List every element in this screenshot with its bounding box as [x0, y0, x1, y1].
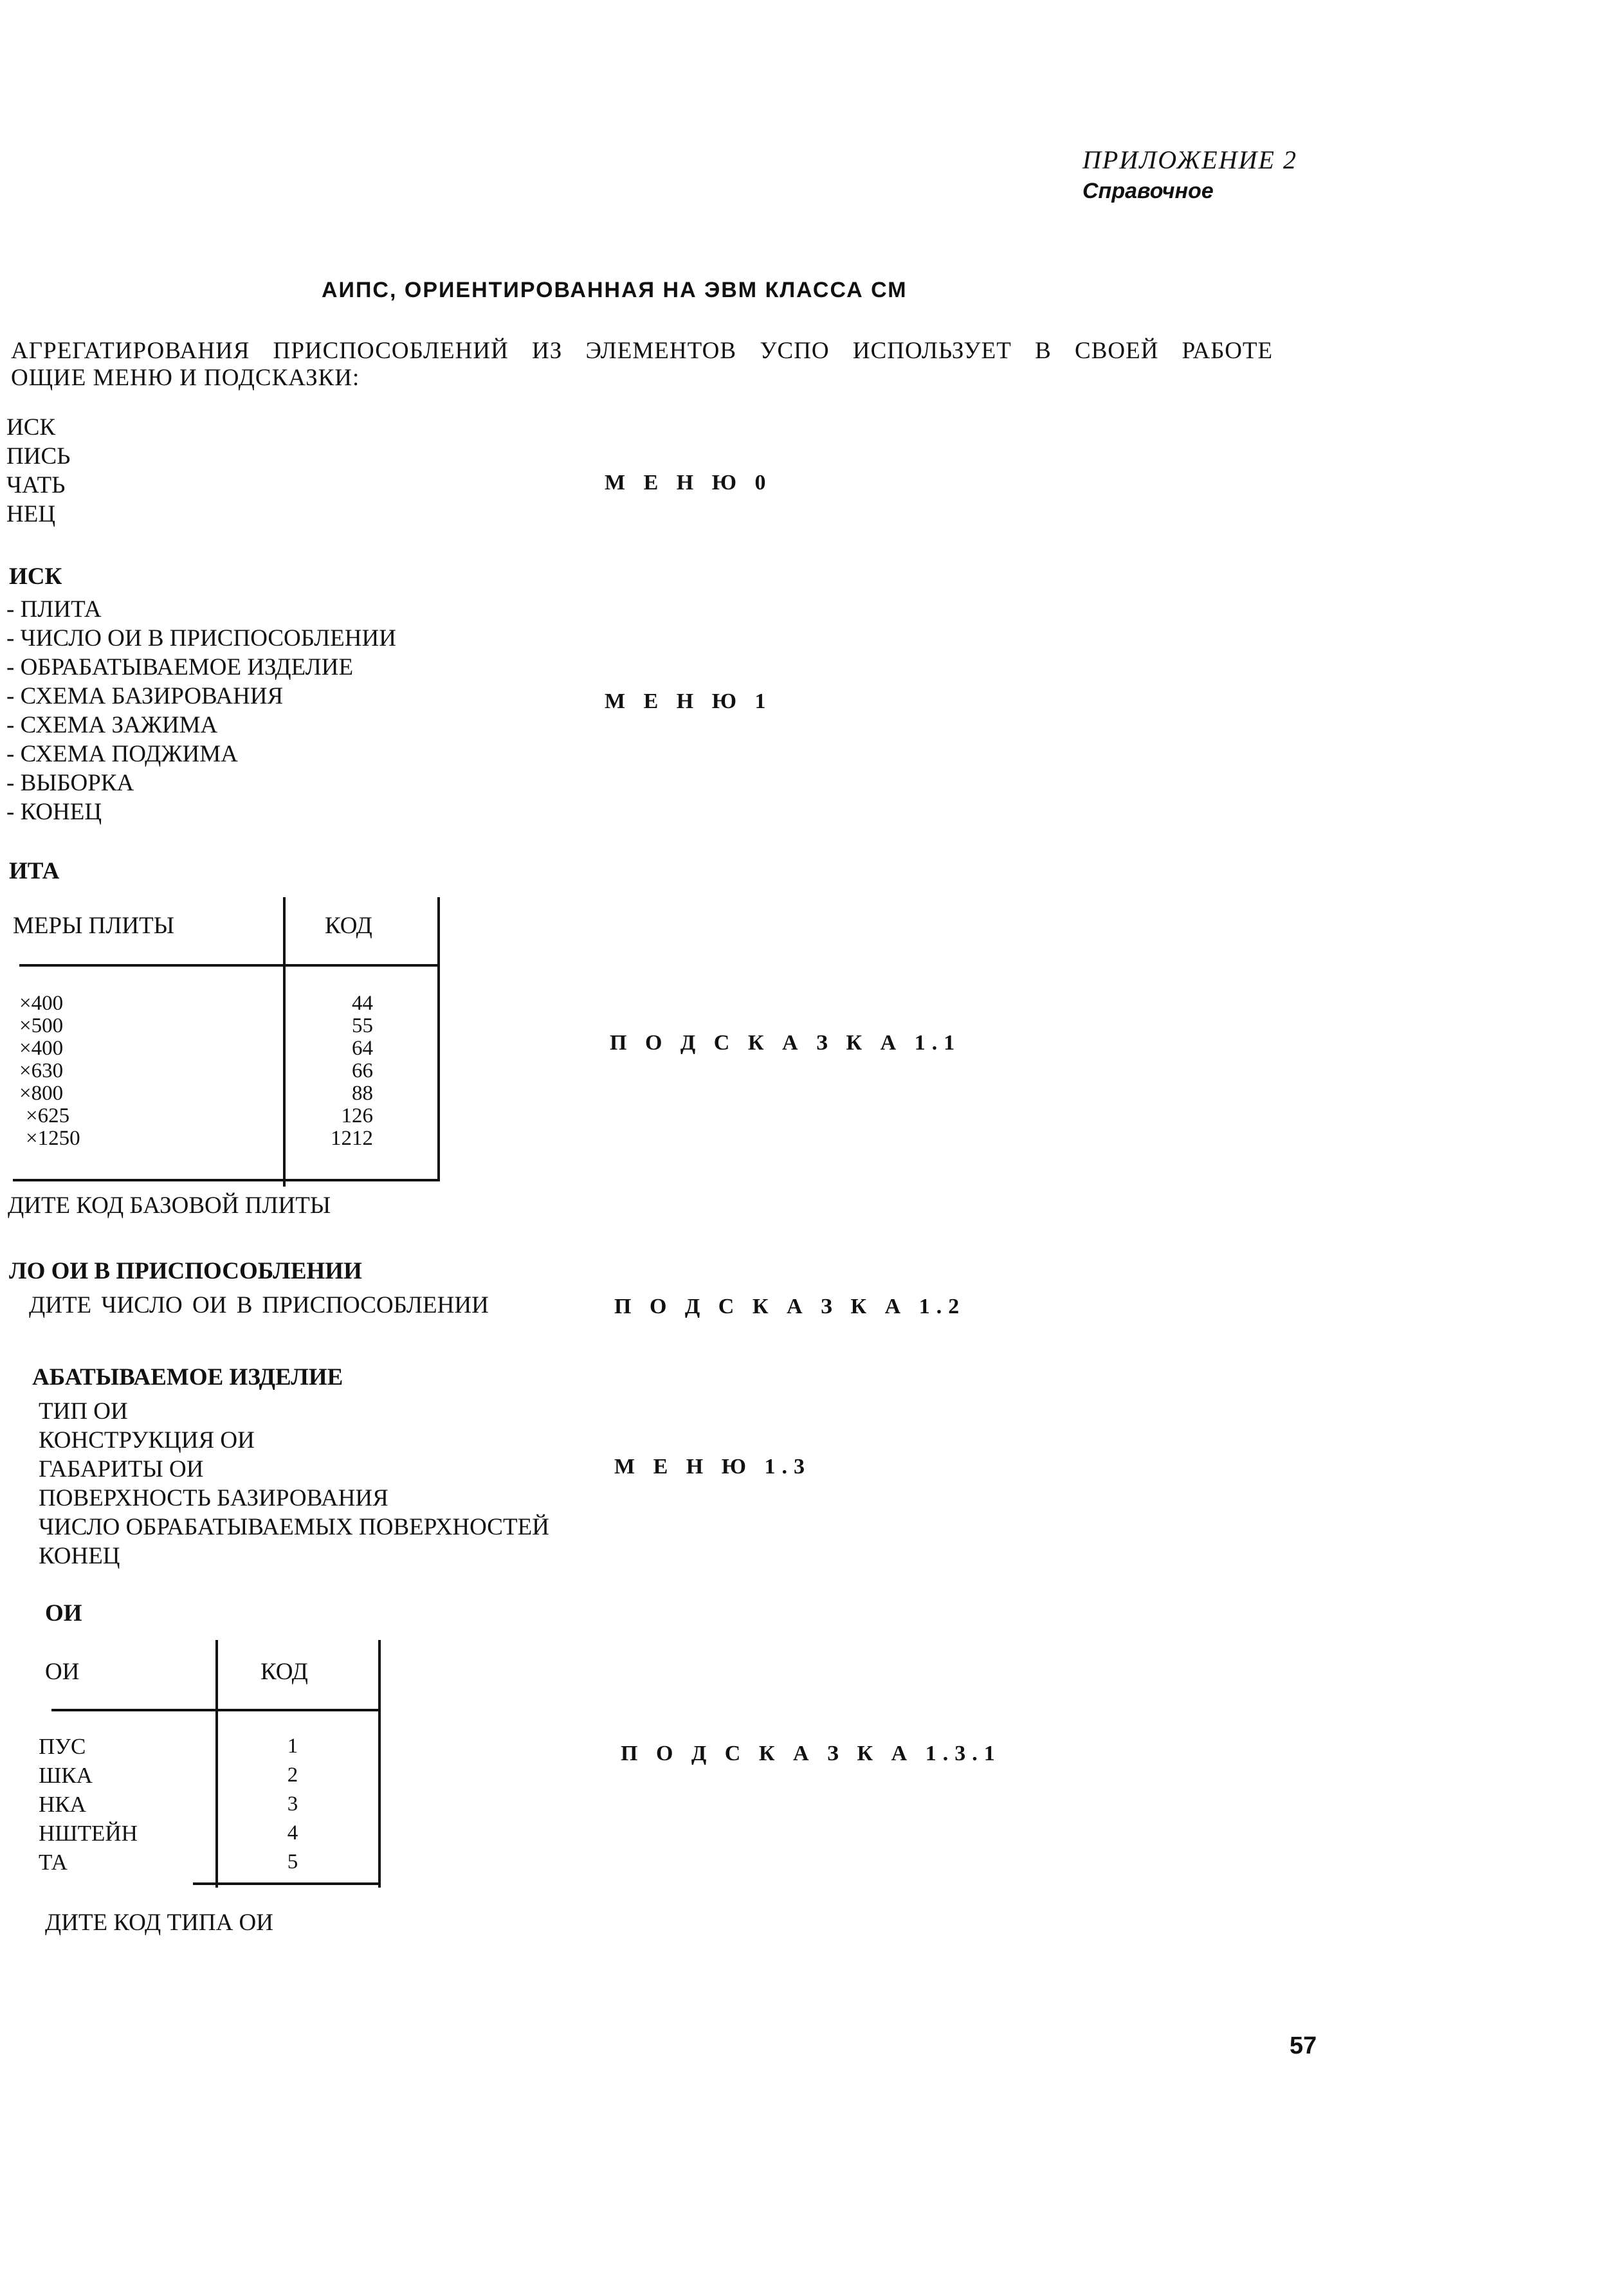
menu1-item: - ЧИСЛО ОИ В ПРИСПОСОБЛЕНИИ	[6, 625, 396, 651]
appendix-title: ПРИЛОЖЕНИЕ 2	[1082, 145, 1297, 174]
table-cell: 126	[341, 1104, 373, 1127]
table-cell: 66	[352, 1059, 373, 1082]
menu1-item: - СХЕМА ПОДЖИМА	[6, 741, 238, 767]
hint11-heading: ИТА	[9, 858, 60, 884]
intro-line-1: АГРЕГАТИРОВАНИЯ ПРИСПОСОБЛЕНИЙ ИЗ ЭЛЕМЕНТОВ УСПО ИСПОЛЬЗУЕТ В СВОЕЙ РАБОТЕ	[11, 338, 1273, 364]
menu13-item: ТИП ОИ	[39, 1398, 128, 1425]
hint131-type-list	[39, 1732, 138, 1877]
table-cell: ×630	[19, 1059, 64, 1082]
table-cell: 44	[352, 992, 373, 1015]
hint11-size-list	[19, 992, 80, 1150]
table-cell: 4	[287, 1821, 298, 1845]
table-bottom-rule	[193, 1882, 381, 1885]
menu1-label: М Е Н Ю 1	[605, 689, 772, 713]
menu0-item: ИСК	[6, 414, 56, 441]
menu1-heading: ИСК	[9, 563, 62, 590]
page-number: 57	[1290, 2032, 1317, 2059]
menu1-item: - ОБРАБАТЫВАЕМОЕ ИЗДЕЛИЕ	[6, 654, 354, 680]
table-cell: ×500	[19, 1014, 64, 1037]
hint131-heading: ОИ	[45, 1600, 82, 1626]
hint131-prompt: ДИТЕ КОД ТИПА ОИ	[45, 1909, 273, 1936]
menu0-item: НЕЦ	[6, 501, 56, 527]
hint12-label: П О Д С К А З К А 1.2	[614, 1295, 966, 1318]
menu1-list	[6, 595, 396, 826]
table-cell: ПУС	[39, 1734, 86, 1759]
table-border-right	[437, 897, 440, 1181]
menu1-item: - СХЕМА ЗАЖИМА	[6, 712, 218, 738]
hint11-table	[0, 897, 444, 1187]
menu0-item: ЧАТЬ	[6, 472, 66, 498]
table-cell: 2	[287, 1763, 298, 1787]
menu0-list	[6, 413, 70, 529]
hint11-col-code-header: КОД	[325, 913, 372, 939]
table-cell: 1212	[331, 1127, 373, 1150]
menu1-item: - ВЫБОРКА	[6, 770, 134, 796]
menu13-item: КОНСТРУКЦИЯ ОИ	[39, 1427, 255, 1453]
table-bottom-rule	[13, 1179, 440, 1181]
intro-line-2: ОЩИЕ МЕНЮ И ПОДСКАЗКИ:	[11, 365, 360, 391]
table-cell: ×1250	[26, 1127, 80, 1150]
appendix-type: Справочное	[1082, 179, 1214, 203]
menu13-heading: АБАТЫВАЕМОЕ ИЗДЕЛИЕ	[32, 1364, 343, 1390]
table-border-right	[378, 1640, 381, 1888]
hint11-code-list	[309, 992, 373, 1150]
hint131-code-list	[283, 1732, 302, 1877]
table-cell: ТА	[39, 1850, 68, 1875]
document-title: АИПС, ОРИЕНТИРОВАННАЯ НА ЭВМ КЛАССА СМ	[322, 278, 908, 302]
table-cell: ШКА	[39, 1763, 93, 1788]
hint11-label: П О Д С К А З К А 1.1	[610, 1031, 962, 1055]
hint11-prompt: ДИТЕ КОД БАЗОВОЙ ПЛИТЫ	[8, 1192, 331, 1219]
table-cell: ×800	[19, 1082, 64, 1105]
table-cell: ×400	[19, 992, 64, 1015]
table-cell: 64	[352, 1037, 373, 1060]
table-cell: НКА	[39, 1792, 86, 1817]
menu1-item: - ПЛИТА	[6, 596, 102, 623]
menu13-label: М Е Н Ю 1.3	[614, 1455, 811, 1479]
table-cell: 1	[287, 1735, 298, 1758]
table-header-rule	[19, 964, 440, 967]
menu0-label: М Е Н Ю 0	[605, 471, 772, 495]
hint131-label: П О Д С К А З К А 1.3.1	[621, 1742, 1001, 1765]
menu13-item: КОНЕЦ	[39, 1543, 120, 1569]
menu13-item: ГАБАРИТЫ ОИ	[39, 1456, 204, 1482]
table-cell: ×400	[19, 1037, 64, 1060]
menu1-item: - СХЕМА БАЗИРОВАНИЯ	[6, 683, 284, 709]
menu13-item: ЧИСЛО ОБРАБАТЫВАЕМЫХ ПОВЕРХНОСТЕЙ	[39, 1514, 549, 1540]
table-header-rule	[51, 1709, 378, 1711]
table-cell: НШТЕЙН	[39, 1821, 138, 1846]
menu13-item: ПОВЕРХНОСТЬ БАЗИРОВАНИЯ	[39, 1485, 388, 1511]
table-cell: 3	[287, 1792, 298, 1816]
table-divider	[283, 897, 286, 1187]
hint131-col-type-header: ОИ	[45, 1659, 80, 1685]
hint131-table	[26, 1640, 386, 1888]
menu0-item: ПИСЬ	[6, 443, 71, 469]
table-cell: ×625	[26, 1104, 70, 1127]
table-cell: 5	[287, 1850, 298, 1873]
menu1-item: - КОНЕЦ	[6, 799, 102, 825]
menu13-list	[39, 1397, 549, 1571]
hint12-heading: ЛО ОИ В ПРИСПОСОБЛЕНИИ	[9, 1258, 362, 1284]
table-cell: 55	[352, 1014, 373, 1037]
hint131-col-code-header: КОД	[260, 1659, 308, 1685]
table-divider	[215, 1640, 218, 1888]
table-cell: 88	[352, 1082, 373, 1105]
hint11-col-sizes-header: МЕРЫ ПЛИТЫ	[13, 913, 174, 939]
hint12-prompt: ДИТЕ ЧИСЛО ОИ В ПРИСПОСОБЛЕНИИ	[29, 1292, 489, 1318]
